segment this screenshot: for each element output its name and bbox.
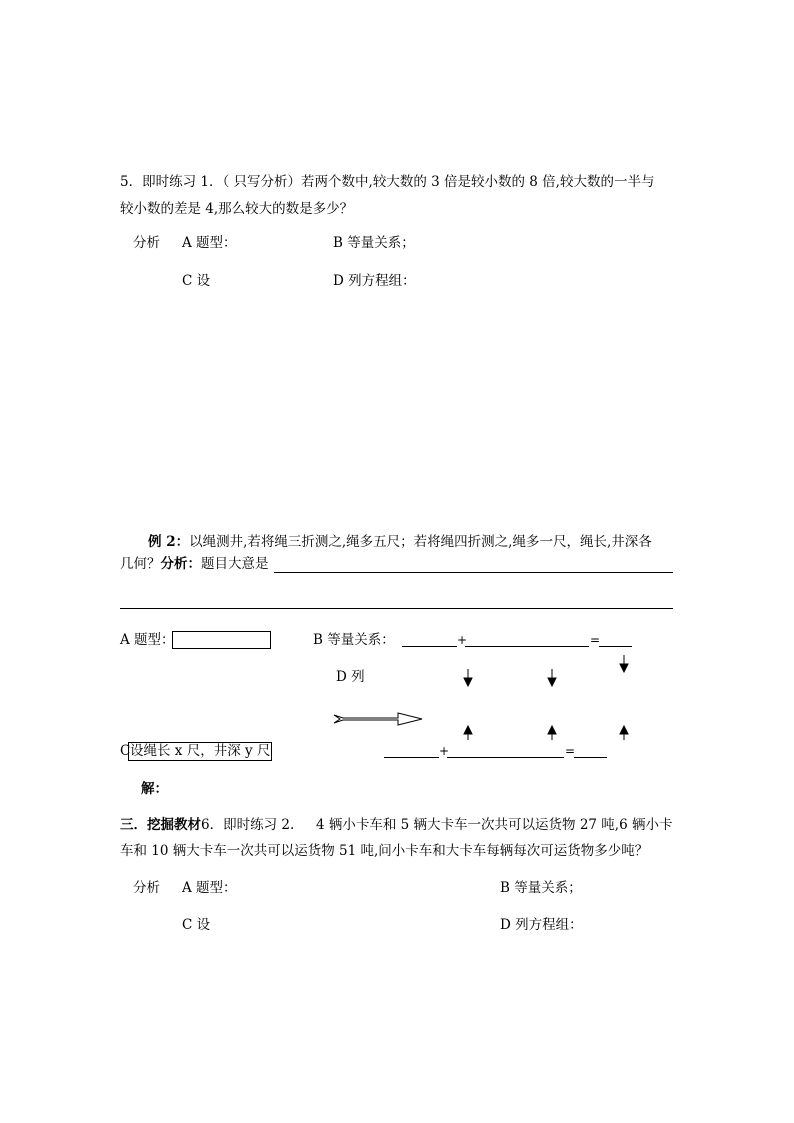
ex2-line-2 xyxy=(120,558,269,572)
ex2-c-prefix: C xyxy=(120,743,131,759)
ex2-blank-bottom-1[interactable] xyxy=(384,757,439,758)
up-arrow-icon xyxy=(464,726,472,740)
sec3-heading: 三．挖掘教材 xyxy=(120,817,201,833)
ex2-analysis-label: 分析： xyxy=(160,556,201,572)
q5-c-let: C 设 xyxy=(182,273,211,289)
ex2-blank-bottom-2[interactable] xyxy=(447,757,564,758)
ex2-meaning-label: 题目大意是 xyxy=(201,556,269,572)
q5-text-2: 较小数的差是 4,那么较大的数是多少？ xyxy=(120,201,354,217)
ex2-b-relation: B 等量关系： xyxy=(313,632,395,648)
q5-analysis-label: 分析 xyxy=(133,235,160,251)
ex2-meaning-blank-1[interactable] xyxy=(274,572,673,573)
ex2-blank-top-3[interactable] xyxy=(599,646,632,647)
ex2-d-list: D 列 xyxy=(336,669,365,685)
ex2-eq-bottom: = xyxy=(565,744,576,758)
q5-d-equations: D 列方程组： xyxy=(333,273,416,289)
q6-b-relation: B 等量关系； xyxy=(500,880,582,896)
ex2-plus-bottom: + xyxy=(439,744,450,758)
q6-line-1 xyxy=(120,819,294,833)
q5-number: 5．即时练习 1． xyxy=(120,174,223,190)
down-arrow-icon xyxy=(620,655,628,672)
ex2-text-2: 几何？ xyxy=(120,556,161,572)
ex2-plus-top: + xyxy=(457,633,468,647)
q5-a-type: A 题型： xyxy=(182,235,237,251)
ex2-meaning-blank-2[interactable] xyxy=(120,608,673,609)
q6-analysis-label: 分析 xyxy=(133,880,160,896)
hollow-right-arrow-icon xyxy=(334,713,422,725)
q6-number: 6．即时练习 2. xyxy=(201,817,295,833)
ex2-blank-top-1[interactable] xyxy=(402,646,457,647)
down-arrow-icon xyxy=(464,669,472,686)
down-arrow-icon xyxy=(548,669,556,686)
q6-text-2: 车和 10 辆大卡车一次共可以运货物 51 吨,问小卡车和大卡车每辆每次可运货物多少吨？ xyxy=(120,843,649,859)
up-arrow-icon xyxy=(620,726,628,740)
q5-b-relation: B 等量关系； xyxy=(333,235,415,251)
ex2-a-type-box[interactable] xyxy=(172,631,271,649)
ex2-a-type: A 题型： xyxy=(120,632,175,648)
q6-d-equations: D 列方程组： xyxy=(500,917,583,933)
q5-text-1: 若两个数中,较大数的 3 倍是较小数的 8 倍,较大数的一半与 xyxy=(301,174,655,190)
ex2-c-let-text: 设绳长 x 尺，井深 y 尺 xyxy=(130,743,271,759)
q6-text-1: 4 辆小卡车和 5 辆大卡车一次共可以运货物 27 吨,6 辆小卡 xyxy=(316,817,673,833)
ex2-label: 例 2： xyxy=(148,534,190,550)
ex2-solve-label: 解： xyxy=(141,781,168,797)
ex2-text-1: 以绳测井,若将绳三折测之,绳多五尺；若将绳四折测之,绳多一尺，绳长,井深各 xyxy=(189,534,652,550)
up-arrow-icon xyxy=(548,726,556,740)
q5-note: （ 只写分析） xyxy=(222,174,302,190)
ex2-blank-bottom-3[interactable] xyxy=(574,757,607,758)
ex2-blank-top-2[interactable] xyxy=(465,646,589,647)
ex2-line-1 xyxy=(148,536,652,550)
ex2-eq-top: = xyxy=(590,633,601,647)
q6-a-type: A 题型： xyxy=(182,880,237,896)
q6-c-let: C 设 xyxy=(182,917,211,933)
q5-line-1 xyxy=(120,176,654,190)
